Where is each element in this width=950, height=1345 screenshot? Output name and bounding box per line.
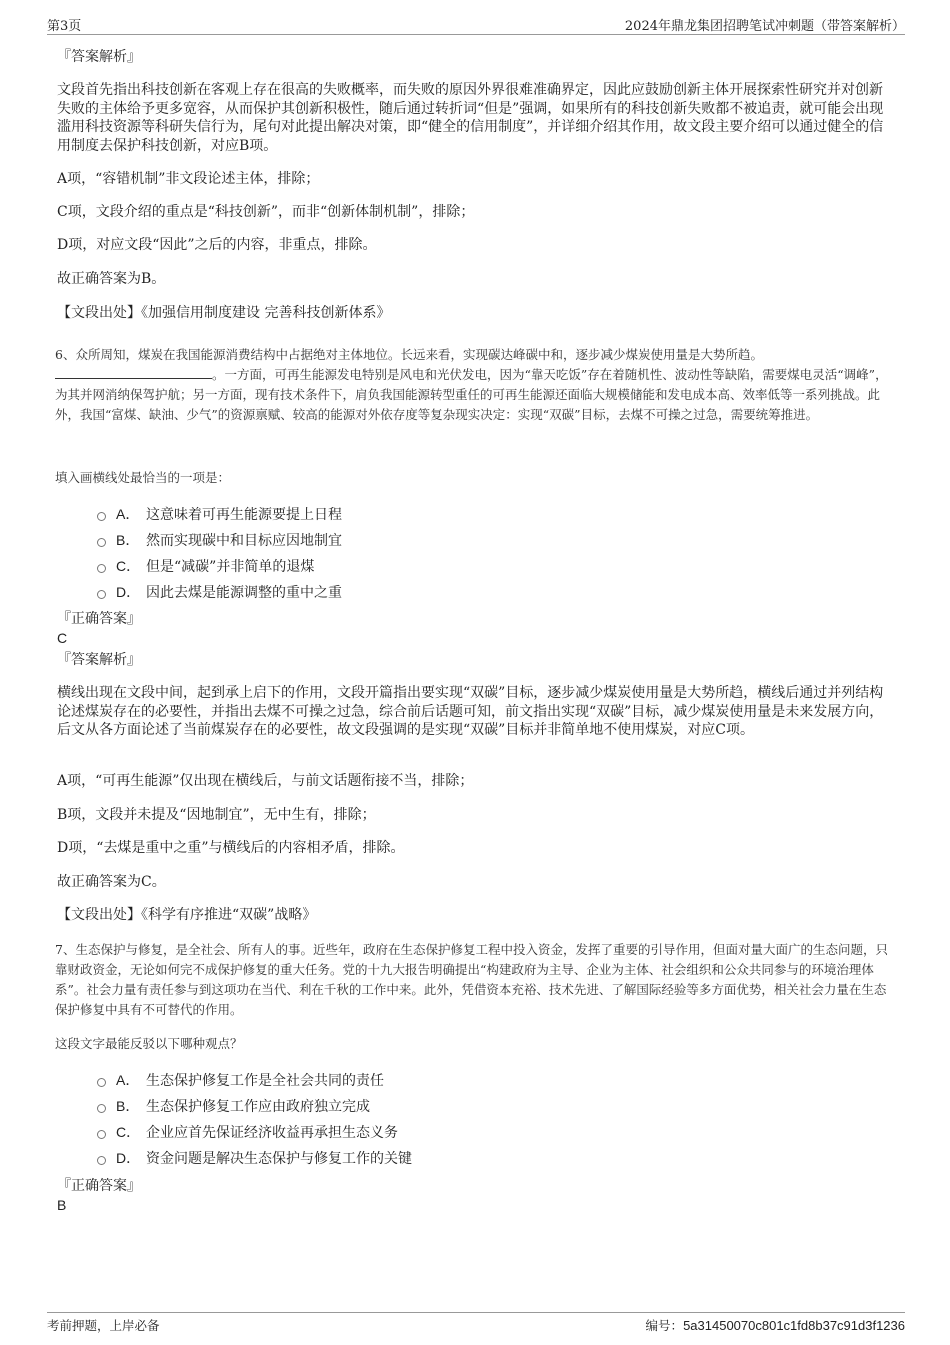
q6-option-b[interactable]: B． 然而实现碳中和目标应因地制宜 [97, 527, 342, 553]
page-number: 第3页 [47, 19, 82, 34]
q6-option-a[interactable]: A． 这意味着可再生能源要提上日程 [97, 501, 342, 527]
q7-option-c[interactable]: C． 企业应首先保证经济收益再承担生态义务 [97, 1119, 412, 1145]
q5-analysis: 文段首先指出科技创新在客观上存在很高的失败概率，而失败的原因外界很难准确界定，因此应鼓励创新主体开展探索性研究并对创新失败的主体给予更多宽容，从而保护其创新积极性，随后通过转折词“但是”强调，如果所有的科技创新失败都不被追责，就可能会出现滥用科技资源等科研失信行为，尾句对此提出解决对策，即“健全的信用制度”，并详细介绍其作用，故文段主要介绍可以通过健全的信用制度去保护科技创新，对应B项。 [57, 82, 884, 154]
q6-note-a: A项，“可再生能源”仅出现在横线后，与前文话题衔接不当，排除； [57, 773, 474, 789]
q6-answer-heading: 『正确答案』 [57, 611, 141, 627]
q6-stem-part-1: 6、众所周知，煤炭在我国能源消费结构中占据绝对主体地位。长远来看，实现碳达峰碳中和，逐步减少煤炭使用量是大势所趋。 [55, 347, 763, 362]
radio-icon[interactable] [97, 538, 106, 547]
footer-slogan: 考前押题，上岸必备 [47, 1318, 160, 1333]
q6-options [97, 501, 342, 605]
radio-icon[interactable] [97, 1156, 106, 1165]
q7-answer-heading: 『正确答案』 [57, 1178, 141, 1194]
q6-note-b: B项，文段并未提及“因地制宜”，无中生有，排除； [57, 807, 376, 823]
q5-note-c: C项，文段介绍的重点是“科技创新”，而非“创新体制机制”，排除； [57, 204, 475, 220]
radio-icon[interactable] [97, 1078, 106, 1087]
q6-stem [55, 345, 897, 425]
document-code: 编号：5a31450070c801c1fd8b37c91d3f1236 [645, 1318, 905, 1333]
q5-analysis-heading: 『答案解析』 [57, 49, 141, 65]
q7-options [97, 1067, 412, 1171]
q6-prompt: 填入画横线处最恰当的一项是： [55, 470, 231, 485]
q7-prompt: 这段文字最能反驳以下哪种观点？ [55, 1036, 243, 1051]
q7-answer: B [57, 1197, 67, 1213]
q6-answer: C [57, 630, 68, 646]
page-header [47, 12, 905, 35]
document-title: 2024年鼎龙集团招聘笔试冲刺题（带答案解析） [624, 19, 905, 34]
radio-icon[interactable] [97, 590, 106, 599]
q5-note-d: D项，对应文段“因此”之后的内容，非重点，排除。 [57, 237, 377, 253]
q6-option-d[interactable]: D． 因此去煤是能源调整的重中之重 [97, 579, 342, 605]
q6-analysis-heading: 『答案解析』 [57, 652, 141, 668]
q6-option-c[interactable]: C． 但是“减碳”并非简单的退煤 [97, 553, 342, 579]
radio-icon[interactable] [97, 1104, 106, 1113]
fill-blank [55, 366, 212, 379]
q5-source: 【文段出处】《加强信用制度建设 完善科技创新体系》 [57, 305, 391, 321]
radio-icon[interactable] [97, 1130, 106, 1139]
q7-option-d[interactable]: D． 资金问题是解决生态保护与修复工作的关键 [97, 1145, 412, 1171]
q7-stem: 7、生态保护与修复，是全社会、所有人的事。近些年，政府在生态保护修复工程中投入资金，发挥了重要的引导作用，但面对量大面广的生态问题，只靠财政资金，无论如何完不成保护修复的重大任务。党的十九大报告明确提出“构建政府为主导、企业为主体、社会组织和公众共同参与的环境治理体系”。社会力量有责任参与到这项功在当代、利在千秋的工作中来。此外，凭借资本充裕、技术先进、了解国际经验等多方面优势，相关社会力量在生态保护修复中具有不可替代的作用。 [55, 942, 888, 1017]
q5-note-a: A项，“容错机制”非文段论述主体，排除； [57, 171, 320, 187]
q7-option-b[interactable]: B． 生态保护修复工作应由政府独立完成 [97, 1093, 412, 1119]
q6-note-d: D项，“去煤是重中之重”与横线后的内容相矛盾，排除。 [57, 840, 405, 856]
q6-analysis: 横线出现在文段中间，起到承上启下的作用，文段开篇指出要实现“双碳”目标，逐步减少煤炭使用量是大势所趋，横线后通过并列结构论述煤炭存在的必要性，并指出去煤不可操之过急，综合前后话题可知，前文指出实现“双碳”目标，减少煤炭使用量是未来发展方向，后文从各方面论述了当前煤炭存在的必要性，故文段强调的是实现“双碳”目标并非简单地不使用煤炭，对应C项。 [57, 685, 884, 738]
q7-option-a[interactable]: A． 生态保护修复工作是全社会共同的责任 [97, 1067, 412, 1093]
q5-conclusion: 故正确答案为B。 [57, 271, 166, 287]
radio-icon[interactable] [97, 512, 106, 521]
page-footer [47, 1312, 905, 1337]
q6-conclusion: 故正确答案为C。 [57, 874, 166, 890]
radio-icon[interactable] [97, 564, 106, 573]
q6-source: 【文段出处】《科学有序推进“双碳”战略》 [57, 907, 317, 923]
q6-stem-part-2: 。一方面，可再生能源发电特别是风电和光伏发电，因为“靠天吃饭”存在着随机性、波动性等缺陷，需要煤电灵活“调峰”，为其并网消纳保驾护航；另一方面，现有技术条件下，肩负我国能源转型重任的可再生能源还面临大规模储能和发电成本高、效率低等一系列挑战。此外，我国“富煤、缺油、少气”的资源禀赋、较高的能源对外依存度等复杂现实决定：实现“双碳”目标，去煤不可操之过急，需要统筹推进。 [55, 367, 888, 422]
